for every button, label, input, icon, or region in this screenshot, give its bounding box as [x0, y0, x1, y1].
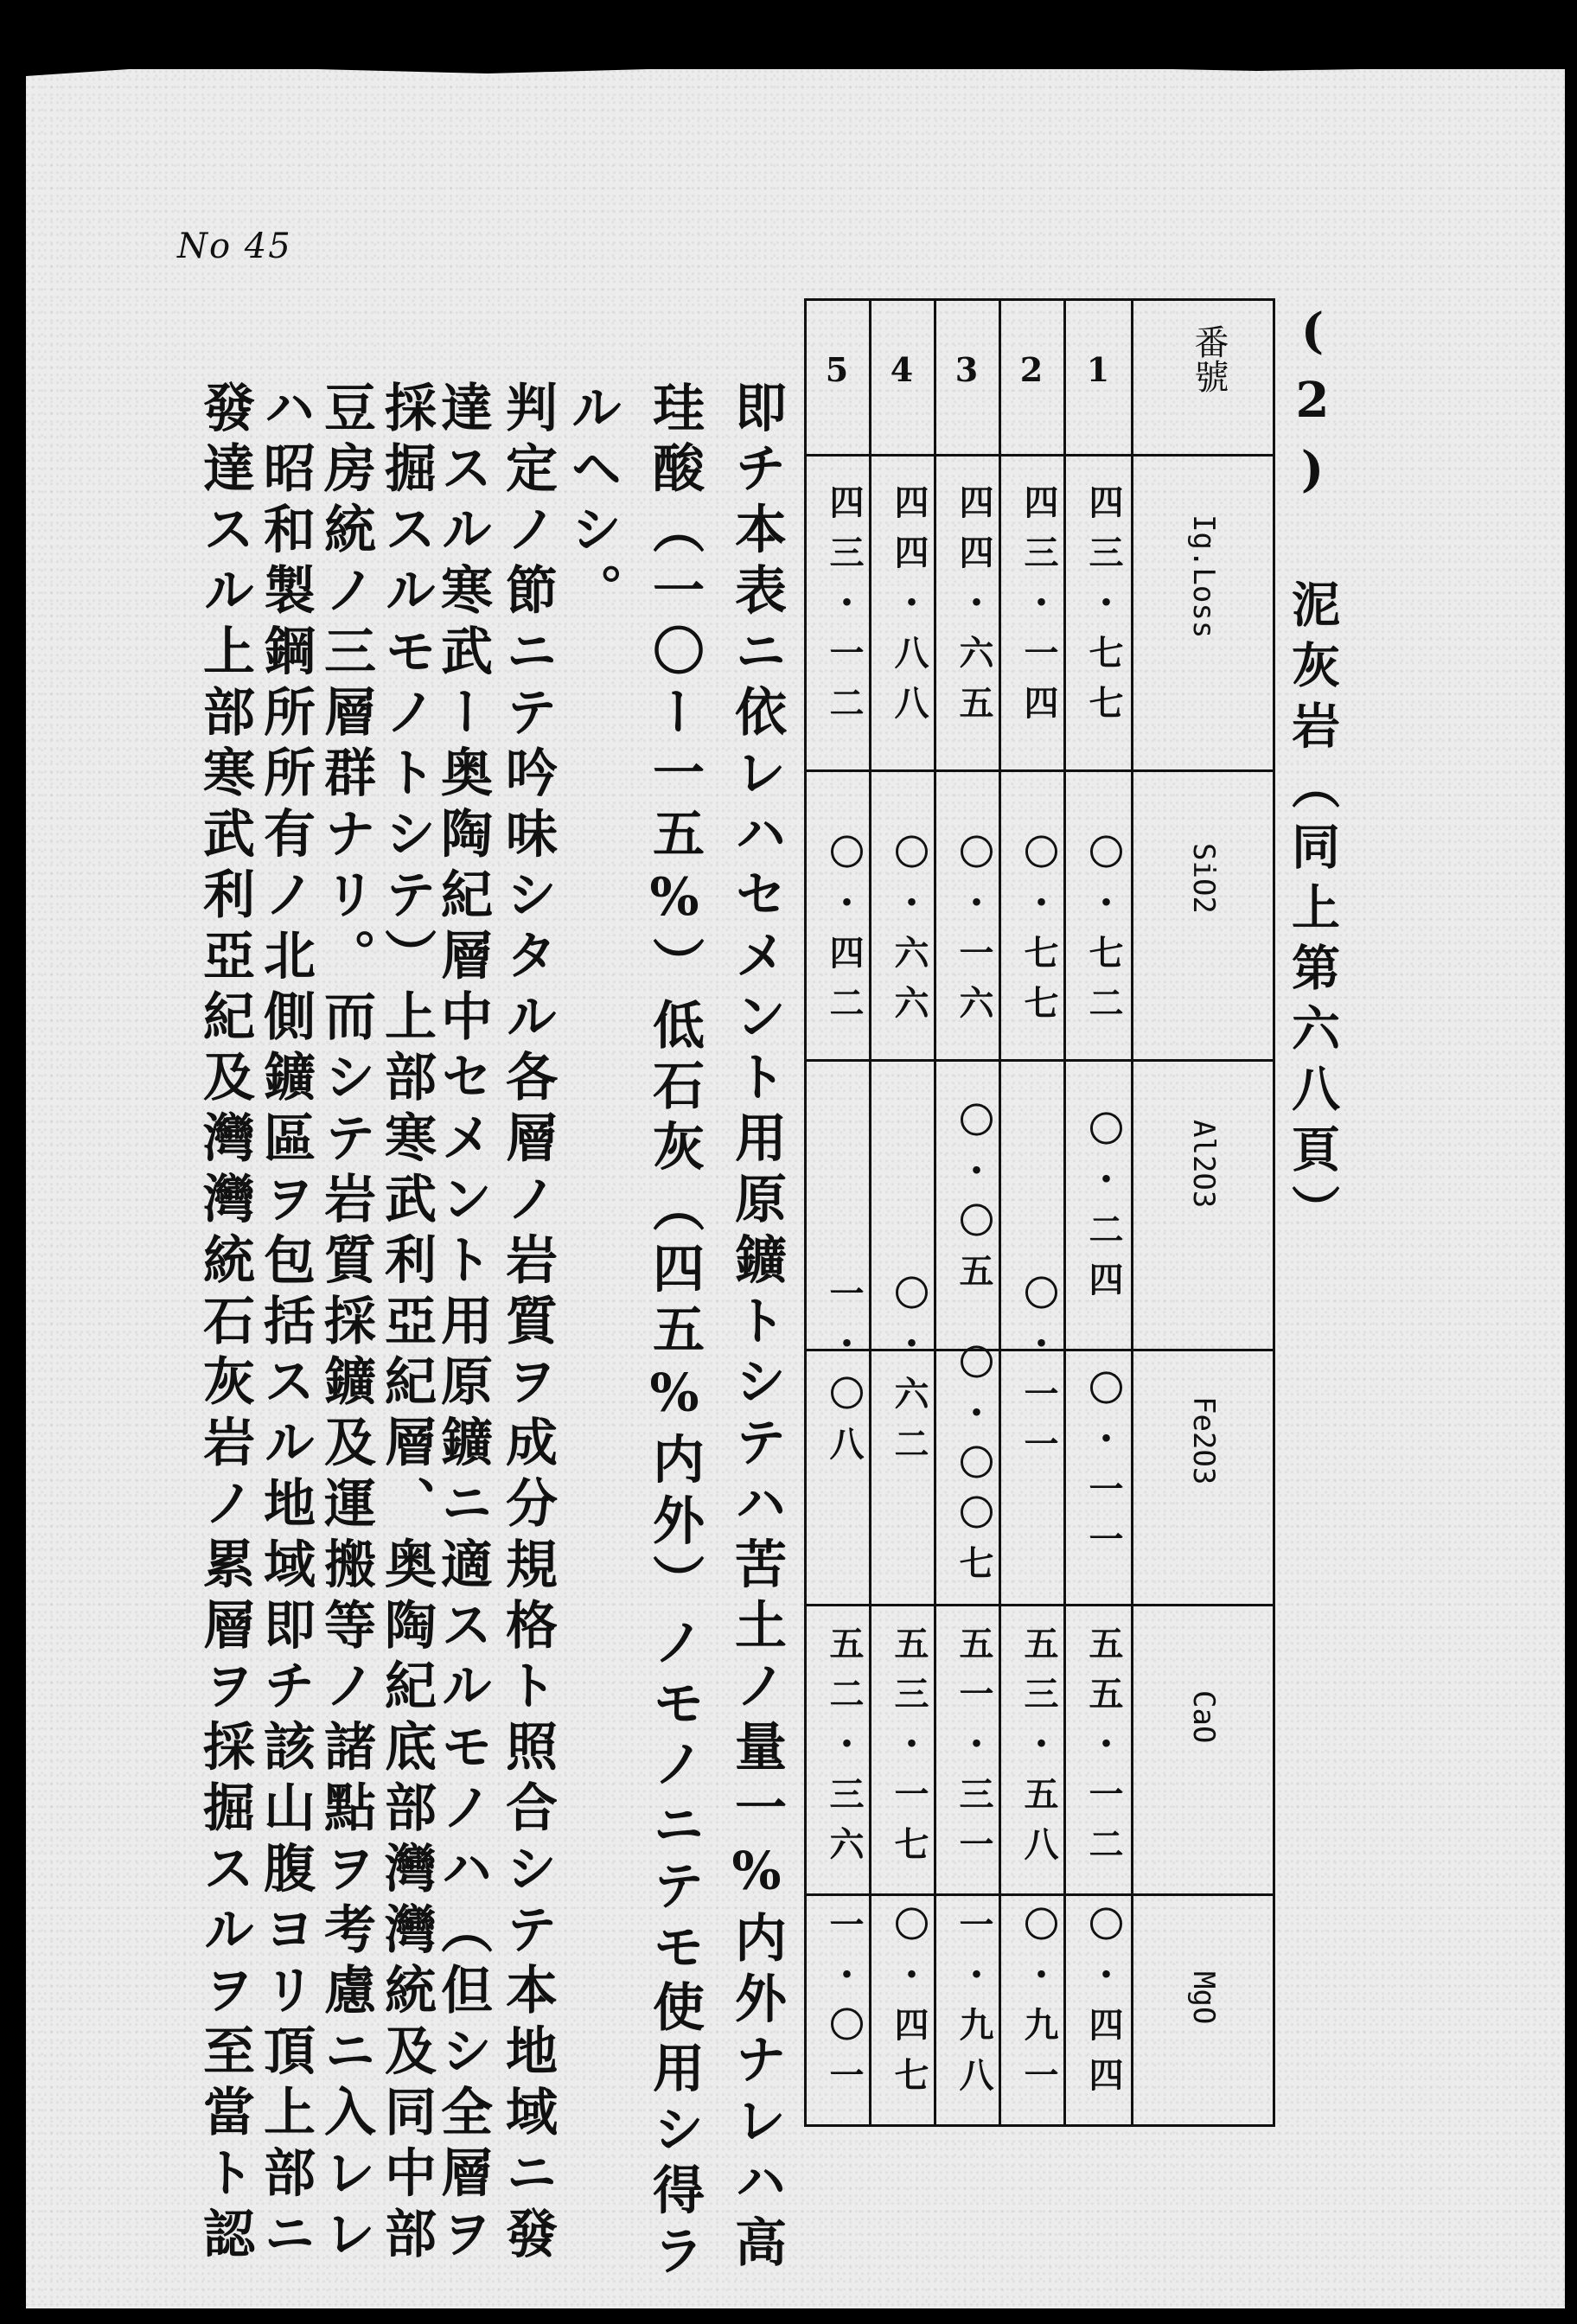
cell-r2-igloss: 四三・一四 [1018, 484, 1059, 735]
row-number-2: 2 [1019, 350, 1044, 389]
page-number: No 45 [177, 227, 292, 266]
cell-r5-mgo: 一・〇一 [824, 1906, 865, 2107]
cell-r3-igloss: 四四・六五 [954, 484, 994, 735]
cell-r3-fe2o3: 〇・〇〇七 [954, 1344, 994, 1595]
text-column-7: 豆房統ノ三層群ナリ。而シテ岩質採鑛及運搬等ノ諸點ヲ考慮ニ入レレ [316, 380, 376, 2268]
header-sio2: SiO2 [1186, 843, 1221, 914]
cell-r1-fe2o3: 〇・一一 [1083, 1370, 1124, 1571]
cell-r5-igloss: 四三・一二 [824, 484, 865, 735]
cell-r4-cao: 五三・一七 [889, 1625, 929, 1876]
cell-r1-sio2: 〇・七二 [1083, 834, 1124, 1035]
cell-r2-fe2o3: 〇・一一 [1018, 1275, 1059, 1476]
header-number: 番號 [1189, 324, 1229, 393]
cell-r3-sio2: 〇・一六 [954, 834, 994, 1035]
row-number-3: 3 [954, 350, 979, 389]
cell-r1-igloss: 四三・七七 [1083, 484, 1124, 735]
cell-r1-cao: 五五・一二 [1083, 1625, 1124, 1876]
cell-r3-mgo: 一・九八 [954, 1906, 994, 2107]
header-mgo: MgO [1186, 1971, 1221, 2025]
cell-r2-mgo: 〇・九一 [1018, 1906, 1059, 2107]
analysis-table [804, 298, 1275, 2127]
cell-r4-sio2: 〇・六六 [889, 834, 929, 1035]
cell-r5-sio2: 〇・四二 [824, 834, 865, 1035]
cell-r4-igloss: 四四・八八 [889, 484, 929, 735]
header-fe2o3: Fe2O3 [1186, 1396, 1221, 1485]
header-al2o3: Al2O3 [1186, 1120, 1221, 1209]
row-number-4: 4 [890, 350, 914, 389]
cell-r2-sio2: 〇・七七 [1018, 834, 1059, 1035]
text-column-4: 判定ノ節ニテ吟味シタル各層ノ岩質ヲ成分規格ト照合シテ本地域ニ發 [497, 380, 558, 2268]
cell-r3-cao: 五一・三一 [954, 1625, 994, 1876]
cell-r5-fe2o3: 一・〇八 [824, 1275, 865, 1476]
text-column-6: 採掘スルモノトシテ）上部寒武利亞紀層、奥陶紀底部灣灣統及同中部 [376, 380, 437, 2268]
text-column-9: 發達スル上部寒武利亞紀及灣灣統石灰岩ノ累層ヲ採掘スルヲ至當ト認 [195, 380, 255, 2268]
cell-r1-al2o3: 〇・二四 [1083, 1111, 1124, 1312]
header-cao: CaO [1186, 1690, 1221, 1744]
section-heading: (2) 泥灰岩（同上第六八頁） [1284, 303, 1341, 1245]
row-number-1: 1 [1086, 350, 1110, 389]
text-column-3: ルヘシ。 [562, 380, 622, 624]
text-column-8: ハ昭和製鋼所所有ノ北側鑛區ヲ包括スル地域即チ該山腹ヨリ頂上部ニ [255, 380, 316, 2268]
text-column-1: 即チ本表ニ依レハセメント用原鑛トシテハ苦土ノ量一%内外ナレハ高 [726, 380, 787, 2276]
cell-r5-cao: 五二・三六 [824, 1625, 865, 1876]
cell-r4-fe2o3: 〇・六二 [889, 1275, 929, 1476]
header-ig-loss: Ig.Loss [1186, 514, 1221, 639]
cell-r2-cao: 五三・五八 [1018, 1625, 1059, 1876]
cell-r3-al2o3: 〇・〇五 [954, 1102, 994, 1303]
text-column-2: 珪酸（一〇ー一五%）低石灰（四五%内外）ノモノニテモ使用シ得ラ [644, 380, 705, 2285]
text-column-5: 達スル寒武ー奥陶紀層中セメント用原鑛ニ適スルモノハ（但シ全層ヲ [432, 380, 493, 2268]
cell-r4-mgo: 〇・四七 [889, 1906, 929, 2107]
row-number-5: 5 [825, 350, 849, 389]
cell-r1-mgo: 〇・四四 [1083, 1906, 1124, 2107]
